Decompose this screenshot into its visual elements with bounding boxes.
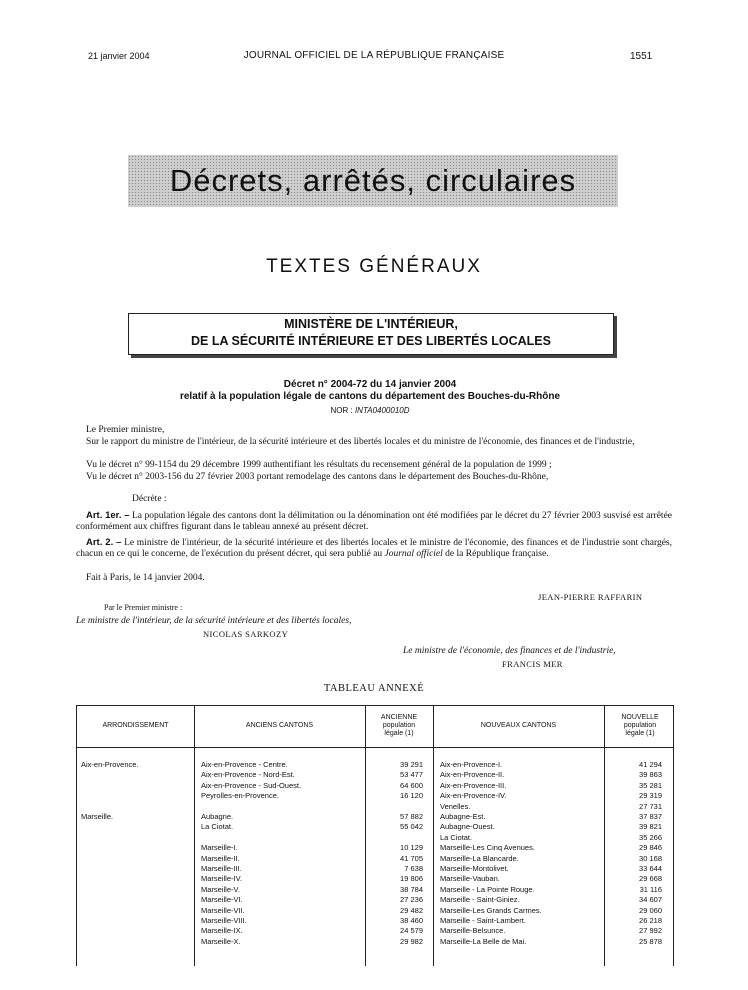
old-canton-population: 41 705 [400,853,423,863]
new-canton-population: 27 992 [639,926,662,936]
old-canton-name: Marseille-I. [201,843,238,853]
minister-interior-title: Le ministre de l'intérieur, de la sécurité intérieure et des libertés locales, [76,616,352,626]
new-canton-name: Marseille-Les Cinq Avenues. [440,843,535,853]
minister-economy-title: Le ministre de l'économie, des finances et de l'industrie, [403,646,616,656]
new-canton-population: 25 878 [639,936,662,946]
new-canton-population: 33 644 [639,864,662,873]
new-canton-population: 29 060 [639,905,662,915]
new-canton-name: Aix-en-Provence-IV. [440,791,507,801]
decree-title [120,379,620,403]
new-canton-population: 37 837 [639,812,662,821]
paragraph-vu-decret-2003: Vu le décret n° 2003-156 du 27 février 2003 portant remodelage des cantons dans le département des Bouches-du-Rhône, [86,472,549,482]
old-canton-population: 53 477 [400,770,423,780]
ministry-line-2: DE LA SÉCURITÉ INTÉRIEURE ET DES LIBERTÉS LOCALES [191,334,551,348]
ministry-line-1: MINISTÈRE DE L'INTÉRIEUR, [284,317,458,331]
old-canton-population: 29 982 [400,936,423,946]
new-canton-population: 27 731 [639,801,662,811]
header-date: 21 janvier 2004 [88,51,150,61]
nor-value: INTA0400010D [354,406,410,415]
header-anciens-cantons: ANCIENS CANTONS [245,722,314,729]
old-canton-name: Marseille-VII. [201,905,245,915]
old-canton-population: 27 236 [400,895,423,905]
article-2-journal: Journal officiel [384,549,443,559]
article-2-text-a: Le ministre de l'intérieur, de la sécurité intérieure et des libertés locales et le ministre de l'économie, des finances et de l'industrie sont chargés, chacun en ce qui le concerne, de l'exécution du présent décret, qui sera publié au [76,538,672,559]
fait-a-paris: Fait à Paris, le 14 janvier 2004. [86,573,205,583]
old-canton-name: Marseille-V. [201,884,240,894]
paragraph-vu-decret-1999: Vu le décret n° 99-1154 du 29 décembre 1999 authentifiant les résultats du recensement général de la population de 1999 ; [86,460,552,470]
new-canton-name: Marseille - Saint-Lambert. [440,916,526,925]
table-title: TABLEAU ANNEXÉ [323,683,425,694]
old-canton-name: Marseille-VIII. [201,916,247,925]
decrete-label: Décrète : [132,494,167,504]
signatory-raffarin: JEAN-PIERRE RAFFARIN [538,592,643,602]
annex-table [76,705,674,966]
old-canton-name: Marseille-VI. [201,895,243,905]
paragraph-premier-ministre: Le Premier ministre, [86,425,165,435]
nor-label: NOR : [330,406,353,415]
par-le-premier-ministre: Par le Premier ministre : [104,603,183,612]
old-canton-population: 7 638 [404,864,423,873]
decree-title-line-2: relatif à la population légale de cantons du département des Bouches-du-Rhône [179,391,561,402]
header-page-number: 1551 [630,51,653,62]
old-canton-population: 16 120 [400,791,423,801]
old-canton-population: 38 460 [400,916,423,925]
old-canton-name: Marseille-X. [201,936,241,946]
article-1-text: La population légale des cantons dont la délimitation ou la dénomination ont été modifiées par le décret du 27 février 2003 susvisé est arrêtée conformément aux chiffres figurant dans le tableau annexé au présent décret. [76,511,672,532]
old-canton-name: Aix-en-Provence - Centre. [201,760,288,769]
old-canton-name: Peyrolles-en-Provence. [201,791,279,801]
new-canton-population: 29 846 [639,843,662,853]
ministry-box [128,313,614,355]
header-nouvelle-population: NOUVELLE population légale (1) [621,714,659,737]
old-canton-population: 24 579 [400,926,423,936]
article-1-label: Art. 1er. – [86,510,130,521]
article-2-text-b: de la République française. [445,549,549,559]
new-canton-name: Marseille-Les Grands Carmes. [440,905,542,915]
new-canton-population: 35 281 [639,780,662,790]
new-canton-population: 29 668 [639,874,662,884]
decree-nor [120,406,620,415]
new-canton-name: Venelles. [440,801,471,811]
new-canton-name: Aubagne-Ouest. [440,822,495,832]
article-1 [76,510,672,533]
arrondissement-cell: Marseille. [81,812,114,821]
new-canton-population: 39 821 [639,822,662,832]
new-canton-population: 29 319 [639,791,662,801]
old-canton-name: Aix-en-Provence - Sud-Ouest. [201,780,302,790]
article-2 [76,537,672,560]
old-canton-population: 38 784 [400,884,423,894]
old-canton-name: La Ciotat. [201,822,234,832]
old-canton-name: Marseille-IV. [201,874,242,884]
new-canton-name: Marseille-La Belle de Mai. [440,936,527,946]
new-canton-population: 31 116 [639,884,662,894]
signatory-sarkozy: NICOLAS SARKOZY [203,629,289,639]
new-canton-name: Marseille-La Blancarde. [440,853,519,863]
new-canton-name: Marseille-Belsunce. [440,926,506,936]
new-canton-name: La Ciotat. [440,832,473,842]
header-journal-title: JOURNAL OFFICIEL DE LA RÉPUBLIQUE FRANÇAISE [243,50,505,61]
old-canton-population: 29 482 [400,905,423,915]
old-canton-name: Aix-en-Provence - Nord-Est. [201,770,295,780]
old-canton-population: 64 600 [400,780,423,790]
old-canton-name: Marseille-III. [201,864,242,873]
new-canton-name: Marseille-Vauban. [440,874,500,884]
old-canton-population: 55 042 [400,822,423,832]
article-2-label: Art. 2. – [86,537,122,548]
old-canton-population: 57 882 [400,812,423,821]
old-canton-population: 39 291 [400,760,423,769]
new-canton-name: Aix-en-Provence-I. [440,760,503,769]
new-canton-population: 34 607 [639,895,662,905]
old-canton-population: 10 129 [400,843,423,853]
new-canton-population: 26 218 [639,916,662,925]
old-canton-name: Marseille-IX. [201,926,243,936]
new-canton-population: 35 266 [639,832,662,842]
paragraph-rapport: Sur le rapport du ministre de l'intérieur, de la sécurité intérieure et des libertés locales et du ministre de l'économie, des finances et de l'industrie, [86,437,635,447]
old-canton-name: Marseille-II. [201,853,240,863]
new-canton-population: 41 294 [639,760,662,769]
header-nouveaux-cantons: NOUVEAUX CANTONS [480,722,557,729]
header-arrondissement: ARRONDISSEMENT [102,722,169,729]
new-canton-name: Marseille - La Pointe Rouge. [440,884,535,894]
new-canton-name: Aix-en-Provence-III. [440,780,507,790]
new-canton-name: Marseille - Saint-Giniez. [440,895,520,905]
section-banner [128,155,618,207]
header-ancienne-population: ANCIENNE population légale (1) [380,714,418,737]
old-canton-population: 19 806 [400,874,423,884]
decree-title-line-1: Décret n° 2004-72 du 14 janvier 2004 [283,379,457,390]
new-canton-population: 30 168 [639,853,662,863]
new-canton-name: Marseille-Montolivet. [440,864,509,873]
signatory-mer: FRANCIS MER [502,659,563,669]
new-canton-population: 39 863 [639,770,662,780]
arrondissement-cell: Aix-en-Provence. [81,760,139,769]
banner-title: Décrets, arrêtés, circulaires [169,163,577,198]
section-title: TEXTES GÉNÉRAUX [266,256,482,277]
new-canton-name: Aubagne-Est. [440,812,486,821]
new-canton-name: Aix-en-Provence-II. [440,770,505,780]
old-canton-name: Aubagne. [201,812,234,821]
